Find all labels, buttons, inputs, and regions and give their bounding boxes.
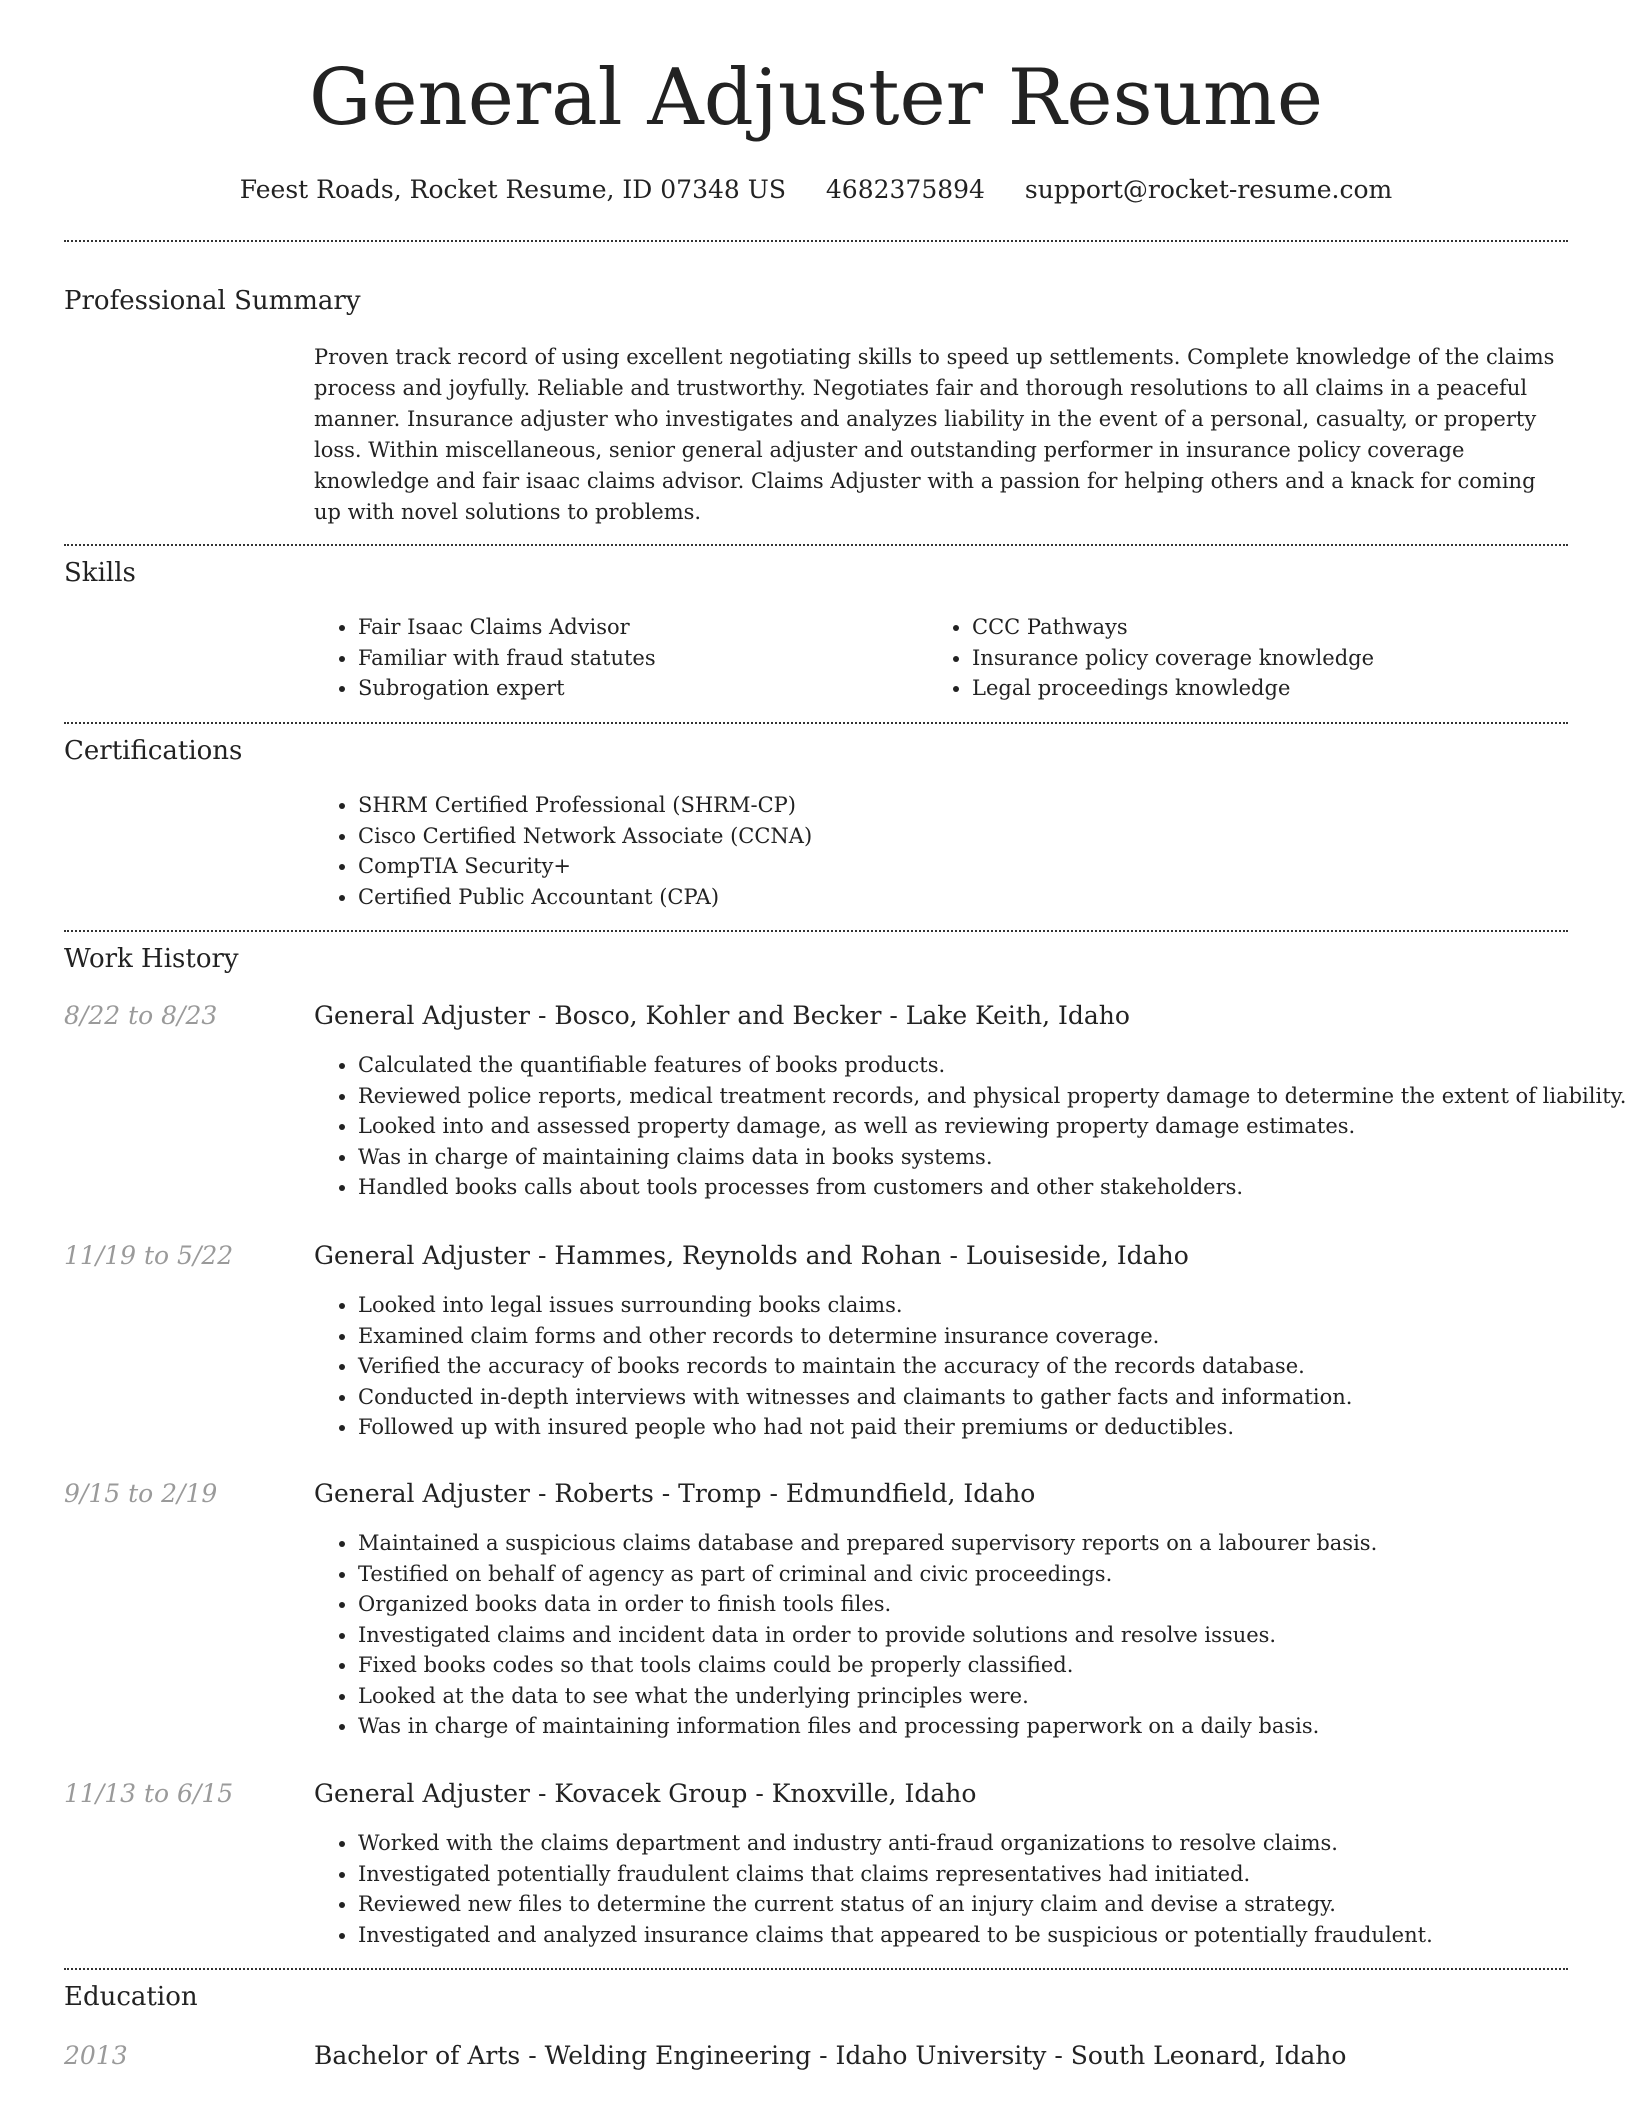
job-bullet: • Worked with the claims department and industry anti-fraud organizations to resolve claims. (358, 1828, 1433, 1859)
section-heading-work-history: Work History (64, 944, 239, 974)
divider (64, 240, 1568, 242)
divider (64, 930, 1568, 932)
certification-item: • CompTIA Security+ (358, 851, 812, 882)
skills-list-right (928, 612, 1374, 704)
certification-item: • Certified Public Accountant (CPA) (358, 882, 812, 913)
job-bullet: • Organized books data in order to finish tools files. (358, 1589, 1377, 1620)
job-bullet: • Looked at the data to see what the underlying principles were. (358, 1681, 1377, 1712)
job-title: General Adjuster - Kovacek Group - Knoxville, Idaho (314, 1779, 977, 1808)
job-bullet: • Testified on behalf of agency as part of criminal and civic proceedings. (358, 1559, 1377, 1590)
job-bullet: • Investigated claims and incident data in order to provide solutions and resolve issues. (358, 1620, 1377, 1651)
contact-phone: 4682375894 (825, 175, 985, 204)
job-bullet: • Reviewed new files to determine the current status of an injury claim and devise a strategy. (358, 1889, 1433, 1920)
job-bullet: • Calculated the quantifiable features of books products. (358, 1050, 1626, 1081)
skill-item: • Legal proceedings knowledge (972, 673, 1374, 704)
job-bullets (314, 1050, 1626, 1203)
job-bullet: • Reviewed police reports, medical treatment records, and physical property damage to determine the extent of liability. (358, 1081, 1626, 1112)
certification-item: • Cisco Certified Network Associate (CCNA) (358, 821, 812, 852)
contact-email: support@rocket-resume.com (1024, 175, 1393, 204)
section-heading-education: Education (64, 1982, 198, 2012)
skills-list-left (314, 612, 656, 704)
skill-item: • Fair Isaac Claims Advisor (358, 612, 656, 643)
job-bullets (314, 1290, 1352, 1443)
summary-text: Proven track record of using excellent negotiating skills to speed up settlements. Complete knowledge of the claims process and joyfully. Reliable and trustworthy. Negotiates fair and thorough resolutions to all claims in a peaceful manner. Insurance adjuster who investigates and analyzes liability in the event of a personal, casualty, or property loss. Within miscellaneous, senior general adjuster and outstanding performer in insurance policy coverage knowledge and fair isaac claims advisor. Claims Adjuster with a passion for helping others and a knack for coming up with novel solutions to problems. (314, 345, 1555, 524)
contact-address: Feest Roads, Rocket Resume, ID 07348 US (239, 175, 786, 204)
divider (64, 1968, 1568, 1970)
job-title: General Adjuster - Roberts - Tromp - Edmundfield, Idaho (314, 1479, 1036, 1508)
skill-item: • CCC Pathways (972, 612, 1374, 643)
job-bullet: • Looked into and assessed property damage, as well as reviewing property damage estimates. (358, 1111, 1626, 1142)
job-bullet: • Maintained a suspicious claims database and prepared supervisory reports on a labourer basis. (358, 1528, 1377, 1559)
job-bullets (314, 1828, 1433, 1950)
job-bullet: • Verified the accuracy of books records to maintain the accuracy of the records database. (358, 1351, 1352, 1382)
section-heading-skills: Skills (64, 558, 136, 588)
job-bullet: • Handled books calls about tools processes from customers and other stakeholders. (358, 1172, 1626, 1203)
job-dates: 8/22 to 8/23 (64, 1001, 218, 1030)
skill-item: • Subrogation expert (358, 673, 656, 704)
contact-line (0, 170, 1632, 210)
education-degree: Bachelor of Arts - Welding Engineering - Idaho University - South Leonard, Idaho (314, 2041, 1347, 2070)
job-dates: 11/19 to 5/22 (64, 1241, 234, 1270)
page-title: General Adjuster Resume (309, 53, 1323, 143)
divider (64, 722, 1568, 724)
certifications-list (314, 790, 812, 912)
education-year: 2013 (64, 2041, 128, 2070)
job-bullet: • Was in charge of maintaining claims data in books systems. (358, 1142, 1626, 1173)
skill-item: • Familiar with fraud statutes (358, 643, 656, 674)
job-dates: 11/13 to 6/15 (64, 1779, 234, 1808)
job-title: General Adjuster - Bosco, Kohler and Becker - Lake Keith, Idaho (314, 1001, 1130, 1030)
certification-item: • SHRM Certified Professional (SHRM-CP) (358, 790, 812, 821)
job-bullets (314, 1528, 1377, 1742)
job-bullet: • Examined claim forms and other records to determine insurance coverage. (358, 1321, 1352, 1352)
skill-item: • Insurance policy coverage knowledge (972, 643, 1374, 674)
job-bullet: • Fixed books codes so that tools claims could be properly classified. (358, 1650, 1377, 1681)
job-dates: 9/15 to 2/19 (64, 1479, 218, 1508)
section-heading-summary: Professional Summary (64, 286, 361, 316)
job-bullet: • Conducted in-depth interviews with witnesses and claimants to gather facts and information. (358, 1382, 1352, 1413)
job-bullet: • Was in charge of maintaining information files and processing paperwork on a daily basis. (358, 1711, 1377, 1742)
job-bullet: • Investigated potentially fraudulent claims that claims representatives had initiated. (358, 1859, 1433, 1890)
job-bullet: • Investigated and analyzed insurance claims that appeared to be suspicious or potentially fraudulent. (358, 1920, 1433, 1951)
job-title: General Adjuster - Hammes, Reynolds and Rohan - Louiseside, Idaho (314, 1241, 1189, 1270)
job-bullet: • Followed up with insured people who had not paid their premiums or deductibles. (358, 1412, 1352, 1443)
divider (64, 544, 1568, 546)
section-heading-certifications: Certifications (64, 736, 243, 766)
job-bullet: • Looked into legal issues surrounding books claims. (358, 1290, 1352, 1321)
